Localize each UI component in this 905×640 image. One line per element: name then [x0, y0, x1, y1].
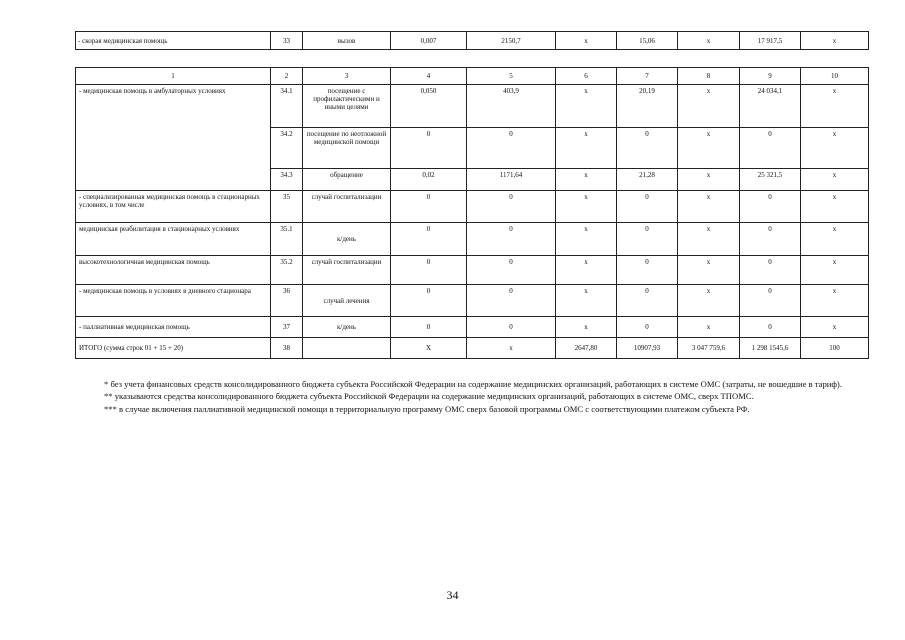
row-label: медицинская реабилитация в стационарных условиях — [76, 223, 271, 256]
table-cell: 0 — [617, 317, 678, 338]
table-cell: 0 — [617, 256, 678, 285]
table-cell: 2150,7 — [467, 32, 556, 50]
table-cell: 0 — [391, 317, 467, 338]
table-cell: 3 047 759,6 — [678, 338, 740, 359]
unit-cell: к/день — [303, 223, 391, 256]
unit-cell: случай лечения — [303, 285, 391, 317]
table-cell: 17 917,5 — [740, 32, 801, 50]
table-cell: 0 — [391, 285, 467, 317]
table-cell: 0 — [740, 191, 801, 223]
table-cell: Х — [391, 338, 467, 359]
table-cell: х — [467, 338, 556, 359]
unit-cell: обращение — [303, 169, 391, 191]
table-cell: х — [678, 317, 740, 338]
table-cell: 0 — [740, 128, 801, 169]
row-number: 36 — [271, 285, 303, 317]
table-cell: х — [678, 256, 740, 285]
table-cell: 0 — [391, 128, 467, 169]
table-cell: 0 — [617, 191, 678, 223]
unit-cell: случай госпитализации — [303, 191, 391, 223]
total-label: ИТОГО (сумма строк 01 + 15 + 20) — [76, 338, 271, 359]
footnotes — [76, 378, 866, 415]
footnote-1: * без учета финансовых средств консолидированного бюджета субъекта Российской Федерации на содержание медицинских организаций, работающих в системе ОМС (затраты, не вошедшие в тариф). — [104, 379, 842, 389]
table-cell: 1 298 1545,6 — [740, 338, 801, 359]
table-cell: 0 — [617, 128, 678, 169]
table-cell: 0 — [467, 191, 556, 223]
footnote-3: *** в случае включения паллиативной медицинской помощи в территориальную программу ОМС сверх базовой программы ОМС с соответствующими платежом субъекта РФ. — [104, 403, 750, 414]
column-number: 9 — [740, 68, 801, 85]
table-row-ambulance — [76, 32, 869, 50]
table-cell: х — [678, 85, 740, 128]
row-label: - специализированная медицинская помощь в стационарных условиях, в том числе — [76, 191, 271, 223]
table-cell: х — [801, 85, 869, 128]
ambulance-table — [75, 31, 869, 50]
table-cell: х — [801, 191, 869, 223]
table-cell: 0,050 — [391, 85, 467, 128]
table-cell: х — [556, 128, 617, 169]
page-number: 34 — [446, 588, 459, 602]
row-number: 34.3 — [271, 169, 303, 191]
table-cell: х — [801, 169, 869, 191]
table-cell: х — [678, 223, 740, 256]
table-cell: 0,02 — [391, 169, 467, 191]
column-number: 10 — [801, 68, 869, 85]
table-cell: 10907,93 — [617, 338, 678, 359]
table-cell: х — [678, 191, 740, 223]
row-number: 34.2 — [271, 128, 303, 169]
table-cell: 2647,80 — [556, 338, 617, 359]
table-cell: 1171,64 — [467, 169, 556, 191]
column-number-row — [76, 68, 869, 85]
table-cell: 0 — [391, 191, 467, 223]
table-cell: 0 — [391, 223, 467, 256]
column-number: 5 — [467, 68, 556, 85]
oms-financing-table — [75, 67, 869, 359]
table-cell: 15,06 — [617, 32, 678, 50]
table-row-rehabilitation — [76, 223, 869, 256]
table-cell: х — [678, 128, 740, 169]
table-cell: х — [678, 32, 740, 50]
unit-cell: случай госпитализации — [303, 256, 391, 285]
row-label: - паллиативная медицинская помощь — [76, 317, 271, 338]
unit-cell — [303, 338, 391, 359]
table-cell: 25 321,5 — [740, 169, 801, 191]
column-number: 2 — [271, 68, 303, 85]
column-number: 4 — [391, 68, 467, 85]
unit-cell: посещение по неотложной медицинской помощи — [303, 128, 391, 169]
footnote-2: ** указываются средства консолидированного бюджета субъекта Российской Федерации на содержание медицинских организаций, работающих в системе ОМС, сверх ТПОМС. — [104, 391, 754, 402]
unit-cell: к/день — [303, 317, 391, 338]
table-cell: 0 — [740, 223, 801, 256]
table-cell: х — [556, 285, 617, 317]
table-cell: 0 — [391, 256, 467, 285]
table-cell: 0 — [740, 285, 801, 317]
table-cell: х — [556, 256, 617, 285]
table-cell: х — [556, 317, 617, 338]
table-row-inpatient — [76, 191, 869, 223]
table-row-total — [76, 338, 869, 359]
row-number: 33 — [271, 32, 303, 50]
table-cell: х — [556, 223, 617, 256]
table-cell: х — [678, 169, 740, 191]
table-cell: 0 — [467, 128, 556, 169]
unit-cell: посещение с профилактическими и иными целями — [303, 85, 391, 128]
table-cell: 20,19 — [617, 85, 678, 128]
row-label: высокотехнологичная медицинская помощь — [76, 256, 271, 285]
table-cell: 0,007 — [391, 32, 467, 50]
table-cell: 0 — [740, 256, 801, 285]
table-cell: х — [801, 317, 869, 338]
column-number: 7 — [617, 68, 678, 85]
row-label: - медицинская помощь в условиях в дневного стационара — [76, 285, 271, 317]
unit-cell: вызов — [303, 32, 391, 50]
table-cell: х — [556, 32, 617, 50]
table-cell: 0 — [617, 285, 678, 317]
table-row-high-tech — [76, 256, 869, 285]
table-cell: х — [801, 128, 869, 169]
row-label: - скорая медицинская помощь — [76, 32, 271, 50]
row-label: - медицинская помощь в амбулаторных условиях — [76, 85, 271, 191]
table-row-palliative — [76, 317, 869, 338]
table-cell: 0 — [467, 285, 556, 317]
table-cell: х — [678, 285, 740, 317]
table-cell: х — [801, 256, 869, 285]
row-number: 35 — [271, 191, 303, 223]
table-row-day-hospital — [76, 285, 869, 317]
table-cell: 21,28 — [617, 169, 678, 191]
row-number: 35.2 — [271, 256, 303, 285]
row-number: 35.1 — [271, 223, 303, 256]
table-cell: х — [556, 169, 617, 191]
column-number: 3 — [303, 68, 391, 85]
row-number: 38 — [271, 338, 303, 359]
column-number: 8 — [678, 68, 740, 85]
table-cell: 0 — [467, 223, 556, 256]
row-number: 37 — [271, 317, 303, 338]
table-cell: х — [556, 85, 617, 128]
table-cell: 0 — [467, 256, 556, 285]
table-cell: 0 — [467, 317, 556, 338]
table-cell: 0 — [617, 223, 678, 256]
table-cell: х — [556, 191, 617, 223]
table-cell: х — [801, 285, 869, 317]
column-number: 6 — [556, 68, 617, 85]
table-cell: 100 — [801, 338, 869, 359]
table-row-ambulatory-prevention — [76, 85, 869, 128]
table-cell: 403,9 — [467, 85, 556, 128]
table-cell: 0 — [740, 317, 801, 338]
column-number: 1 — [76, 68, 271, 85]
table-cell: х — [801, 32, 869, 50]
table-cell: х — [801, 223, 869, 256]
row-number: 34.1 — [271, 85, 303, 128]
table-cell: 24 034,1 — [740, 85, 801, 128]
